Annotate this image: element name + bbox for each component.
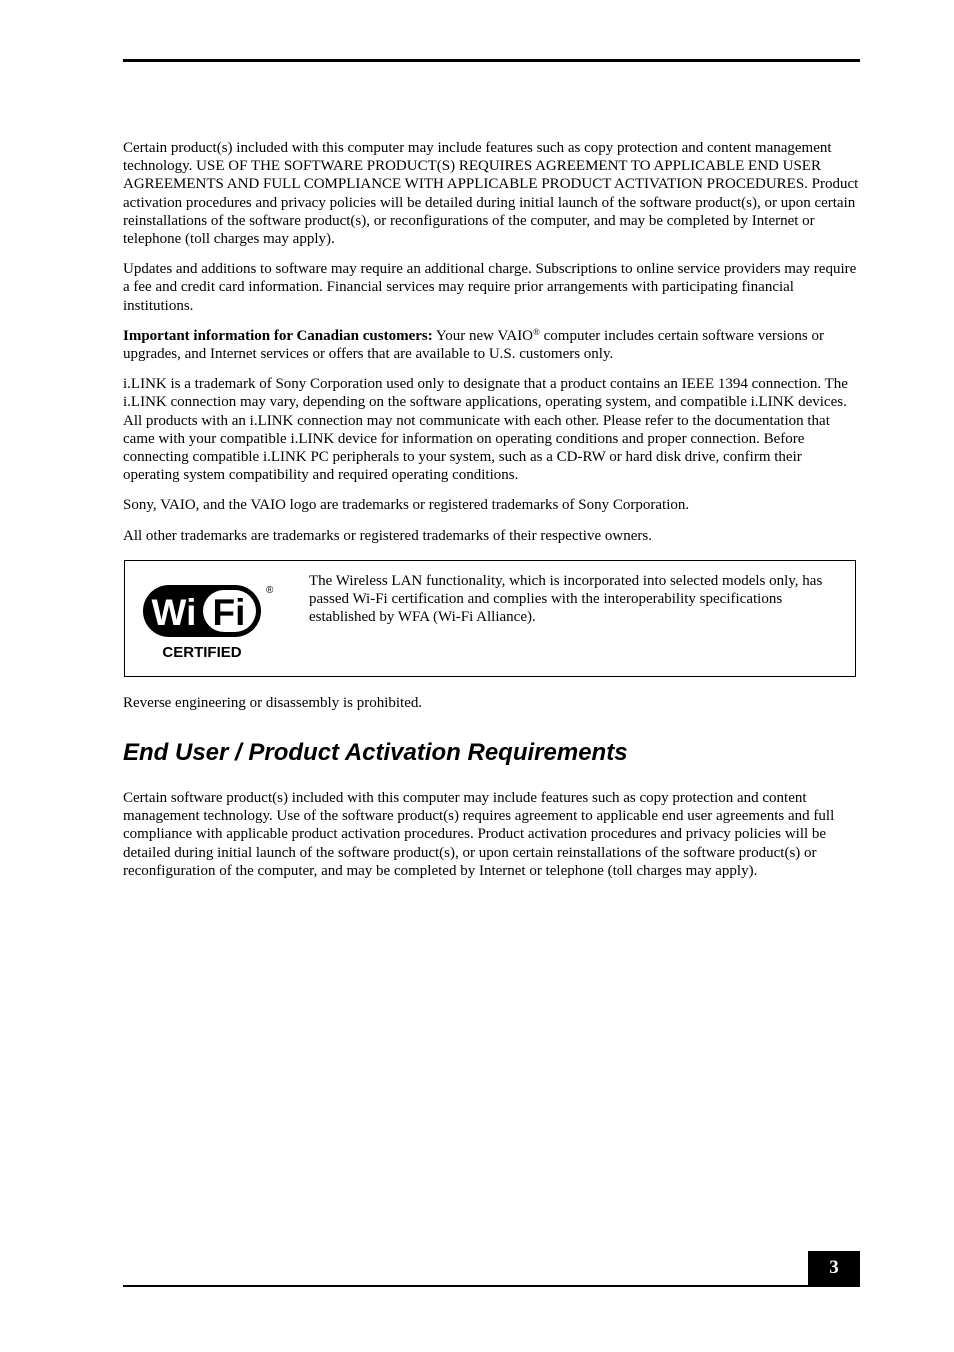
sony-trademarks-paragraph: Sony, VAIO, and the VAIO logo are trademarks or registered trademarks of Sony Corporation. xyxy=(123,497,690,514)
page-number: 3 xyxy=(808,1251,860,1287)
header-rule xyxy=(123,59,860,62)
wifi-logo-wi: Wi xyxy=(151,591,197,633)
wifi-certification-text: The Wireless LAN functionality, which is incorporated into selected models only, has passed Wi-Fi certification and complies with the interoperability specifications established by WFA (Wi-Fi Alliance). xyxy=(309,572,823,626)
registered-mark: ® xyxy=(533,326,540,337)
canadian-text-b: computer includes certain software versions or upgrades, and Internet services or offers that are available to U.S. customers only. xyxy=(123,327,824,363)
updates-paragraph: Updates and additions to software may require an additional charge. Subscriptions to online service providers may require a fee and credit card information. Financial services may require prior arrangements with participating financial institutions. xyxy=(123,261,857,314)
footer-rule xyxy=(123,1285,860,1287)
section-title: End User / Product Activation Requirements xyxy=(123,739,628,767)
canadian-customers-label: Important information for Canadian customers: xyxy=(123,327,433,344)
copy-protection-paragraph: Certain product(s) included with this computer may include features such as copy protection and content management technology. USE OF THE SOFTWARE PRODUCT(S) REQUIRES AGREEMENT TO APPLICABLE END USER AGREEMENTS AND FULL COMPLIANCE WITH APPLICABLE PRODUCT ACTIVATION PROCEDURES. Product activation procedures and privacy policies will be detailed during initial launch of the software product(s), or upon certain reinstallations of the software product(s), or reconfigurations of the computer, and may be completed by Internet or telephone (toll charges may apply). xyxy=(123,140,859,248)
wifi-certified-logo xyxy=(141,581,277,661)
wifi-logo-fi: Fi xyxy=(212,591,246,633)
canadian-customers-paragraph xyxy=(123,327,860,363)
reverse-engineering-paragraph: Reverse engineering or disassembly is prohibited. xyxy=(123,694,423,711)
page-content xyxy=(123,139,860,892)
other-trademarks-paragraph: All other trademarks are trademarks or registered trademarks of their respective owners. xyxy=(123,527,652,544)
canadian-text-a: Your new VAIO xyxy=(432,327,534,344)
activation-requirements-paragraph: Certain software product(s) included with this computer may include features such as copy protection and content management technology. Use of the software product(s) requires agreement to applicable end user agreements and full compliance with applicable product activation procedures. Product activation procedures and privacy policies will be detailed during initial launch of the software product(s), or upon certain reinstallations of the software product(s) or reconfiguration of the computer, and may be completed by Internet or telephone (toll charges may apply). xyxy=(123,790,835,879)
wifi-certification-box xyxy=(124,560,856,677)
ilink-paragraph: i.LINK is a trademark of Sony Corporation used only to designate that a product contains an IEEE 1394 connection. The i.LINK connection may vary, depending on the software applications, operating system, and compatible i.LINK devices. All products with an i.LINK connection may not communicate with each other. Please refer to the documentation that came with your compatible i.LINK device for information on operating conditions and proper connection. Before connecting compatible i.LINK PC peripherals to your system, such as a CD-RW or hard disk drive, confirm their operating system compatibility and required operating conditions. xyxy=(123,376,848,484)
wifi-logo-certified: CERTIFIED xyxy=(162,643,242,661)
wifi-logo-registered: ® xyxy=(266,584,274,596)
